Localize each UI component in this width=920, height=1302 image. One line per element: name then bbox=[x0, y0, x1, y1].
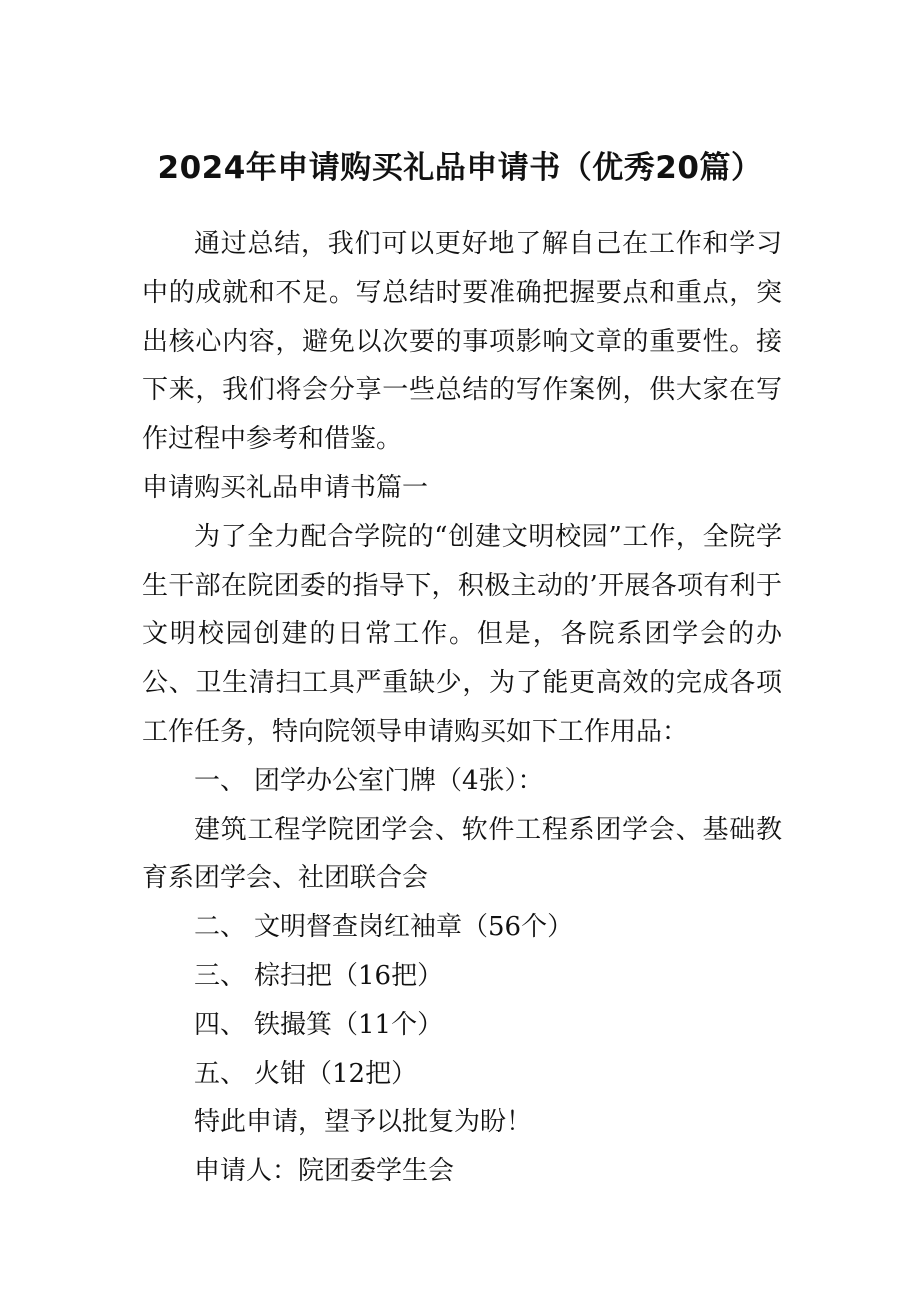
list-item-5 bbox=[142, 1050, 782, 1099]
list-item-text: 文明督查岗红袖章（56个） bbox=[254, 912, 574, 943]
list-item-1 bbox=[142, 757, 782, 806]
list-item-number: 二、 bbox=[194, 912, 247, 943]
list-item-text: 铁撮箕（11个） bbox=[254, 1009, 444, 1040]
list-item-4 bbox=[142, 1001, 782, 1050]
list-item-3 bbox=[142, 952, 782, 1001]
document-title: 2024年申请购买礼品申请书（优秀20篇） bbox=[157, 150, 763, 186]
list-item-text: 团学办公室门牌（4张）： bbox=[254, 765, 544, 796]
closing-line: 特此申请，望予以批复为盼！ bbox=[194, 1107, 533, 1138]
list-item-number: 五、 bbox=[194, 1058, 247, 1089]
applicant-line: 申请人：院团委学生会 bbox=[194, 1156, 455, 1187]
list-item-text: 火钳（12把） bbox=[254, 1058, 418, 1089]
list-item-text: 棕扫把（16把） bbox=[254, 960, 444, 991]
document-body bbox=[142, 220, 782, 1196]
list-item-2 bbox=[142, 903, 782, 952]
list-item-number: 四、 bbox=[194, 1009, 247, 1040]
intro-paragraph: 通过总结，我们可以更好地了解自己在工作和学习中的成就和不足。写总结时要准确把握要点和重点，突出核心内容，避免以次要的事项影响文章的重要性。接下来，我们将会分享一些总结的写作案例，供大家在写作过程中参考和借鉴。 bbox=[142, 229, 782, 455]
item1-detail-paragraph: 建筑工程学院团学会、软件工程系团学会、基础教育系团学会、社团联合会 bbox=[142, 814, 782, 894]
request-paragraph: 为了全力配合学院的“创建文明校园”工作，全院学生干部在院团委的指导下，积极主动的’开展各项有利于文明校园创建的日常工作。但是，各院系团学会的办公、卫生清扫工具严重缺少，为了能更高效的完成各项工作任务，特向院领导申请购买如下工作用品： bbox=[142, 521, 782, 747]
list-item-number: 一、 bbox=[194, 765, 247, 796]
section-heading: 申请购买礼品申请书篇一 bbox=[142, 472, 429, 503]
list-item-number: 三、 bbox=[194, 960, 247, 991]
